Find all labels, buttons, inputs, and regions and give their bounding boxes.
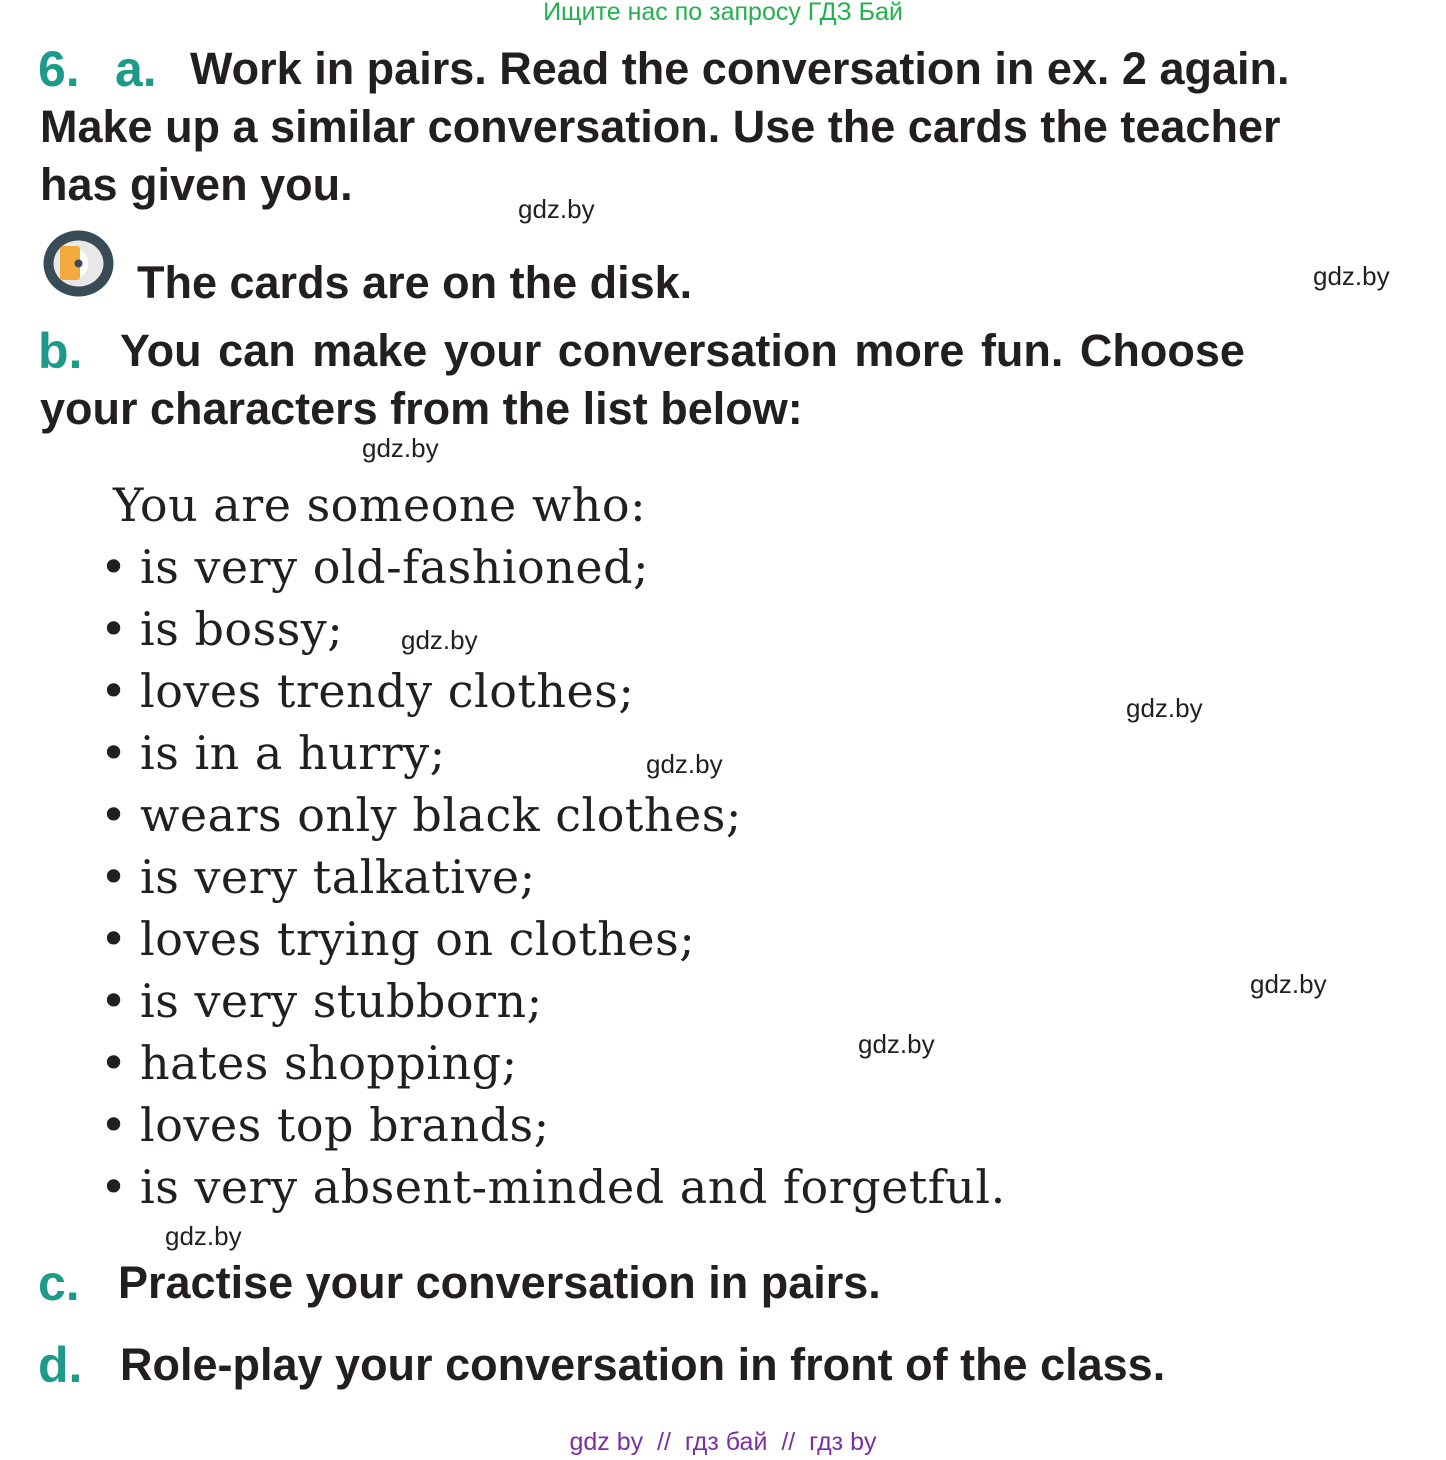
list-item: loves trendy clothes; bbox=[140, 664, 635, 718]
top-banner: Ищите нас по запросу ГДЗ Бай bbox=[543, 0, 903, 26]
part-a-line-2: Make up a similar conversation. Use the cards the teacher bbox=[40, 101, 1281, 152]
part-c-text: Practise your conversation in pairs. bbox=[118, 1257, 881, 1308]
part-c-label: c. bbox=[38, 1255, 80, 1311]
part-a-label: a. bbox=[115, 41, 157, 97]
part-d-label: d. bbox=[38, 1337, 83, 1393]
list-intro: You are someone who: bbox=[113, 478, 647, 532]
bullet-icon: • bbox=[100, 540, 128, 594]
watermark: gdz.by bbox=[858, 1029, 935, 1059]
watermark: gdz.by bbox=[165, 1221, 242, 1251]
bullet-icon: • bbox=[100, 664, 128, 718]
watermark: gdz.by bbox=[1313, 261, 1390, 291]
list-item: is very talkative; bbox=[140, 850, 536, 904]
list-item: is very stubborn; bbox=[140, 974, 543, 1028]
list-item: is in a hurry; bbox=[140, 726, 446, 780]
disk-note: The cards are on the disk. bbox=[137, 257, 693, 308]
bullet-icon: • bbox=[100, 912, 128, 966]
part-a-line-3: has given you. bbox=[40, 159, 353, 210]
exercise-number: 6. bbox=[38, 41, 80, 97]
watermark: gdz.by bbox=[646, 749, 723, 779]
list-item: is very old-fashioned; bbox=[140, 540, 650, 594]
part-b-label: b. bbox=[38, 323, 83, 379]
list-item: hates shopping; bbox=[140, 1036, 518, 1090]
watermark: gdz.by bbox=[1250, 969, 1327, 999]
list-item: is bossy; bbox=[140, 602, 344, 656]
part-a-line-1: Work in pairs. Read the conversation in ex. 2 again. bbox=[190, 43, 1290, 94]
part-b-line-1: You can make your conversation more fun. Choose bbox=[120, 325, 1245, 376]
bullet-icon: • bbox=[100, 788, 128, 842]
list-item: wears only black clothes; bbox=[140, 788, 742, 842]
bullet-icon: • bbox=[100, 1036, 128, 1090]
list-item: loves trying on clothes; bbox=[140, 912, 696, 966]
bullet-icon: • bbox=[100, 602, 128, 656]
list-item: is very absent-minded and forgetful. bbox=[140, 1160, 1006, 1214]
bullet-icon: • bbox=[100, 726, 128, 780]
watermark: gdz.by bbox=[1126, 693, 1203, 723]
part-d-text: Role-play your conversation in front of the class. bbox=[120, 1339, 1166, 1390]
watermark: gdz.by bbox=[401, 625, 478, 655]
disk-icon bbox=[43, 230, 114, 297]
list-item: loves top brands; bbox=[140, 1098, 550, 1152]
bullet-icon: • bbox=[100, 1098, 128, 1152]
part-b-line-2: your characters from the list below: bbox=[40, 383, 803, 434]
bottom-banner: gdz by // гдз бай // гдз by bbox=[569, 1428, 877, 1456]
watermark: gdz.by bbox=[362, 433, 439, 463]
watermark: gdz.by bbox=[518, 194, 595, 224]
bullet-icon: • bbox=[100, 974, 128, 1028]
bullet-icon: • bbox=[100, 850, 128, 904]
bullet-icon: • bbox=[100, 1160, 128, 1214]
